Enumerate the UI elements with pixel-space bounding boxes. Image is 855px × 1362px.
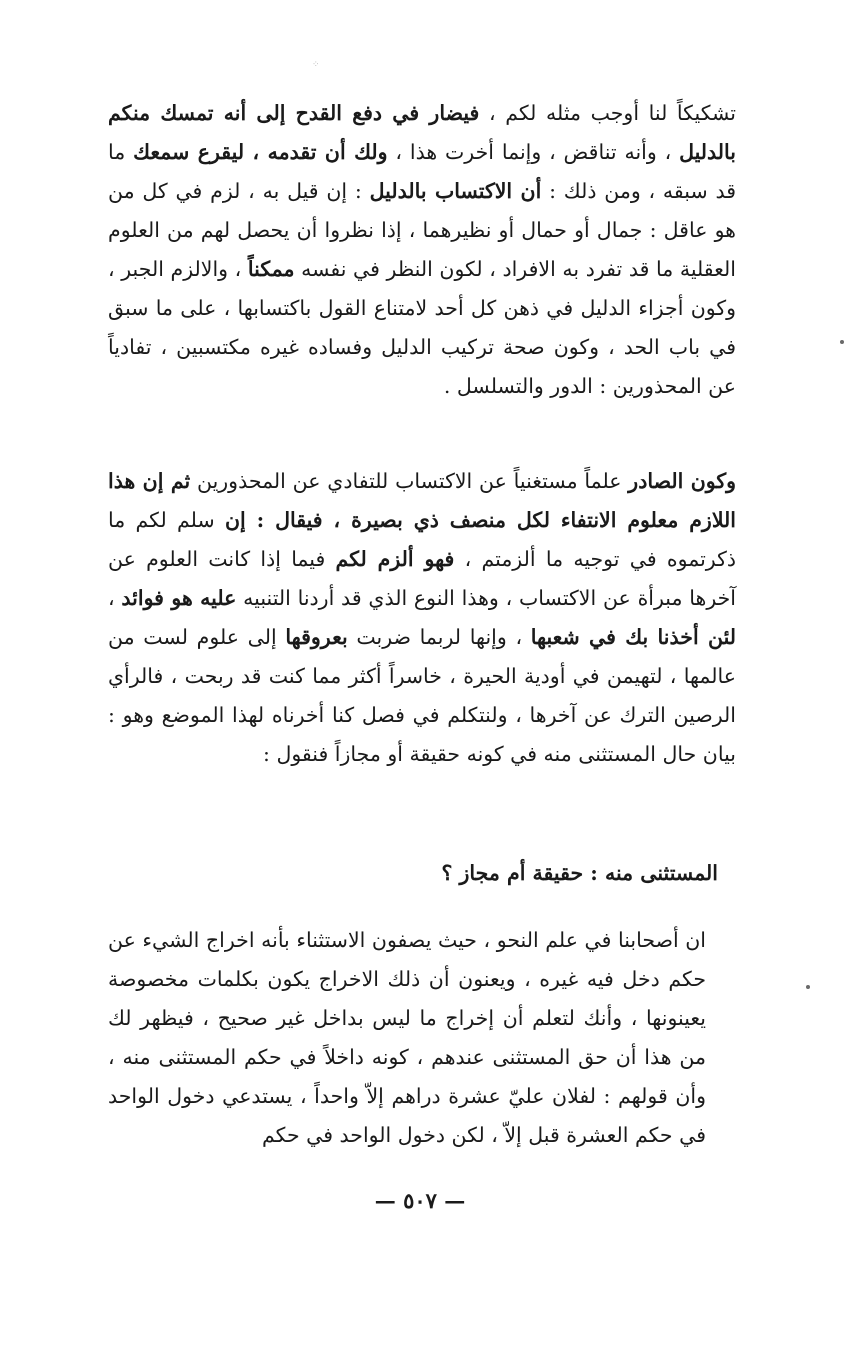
bold-run-8: ممكناً	[247, 257, 295, 281]
run-8: ،	[108, 586, 122, 610]
bold-run-2: فيضار في دفع القدح إلى أنه تمسك منكم بالدليل	[108, 101, 736, 164]
paragraph-1	[108, 94, 736, 406]
bold-run-6: أن الاكتساب بالدليل	[369, 179, 542, 203]
paragraph-2-text	[108, 462, 736, 774]
run-3: ، وأنه تناقض ، وإنما أخرت هذا ،	[387, 140, 680, 164]
run-6: فيما إذا كانت العلوم عن آخرها مبرأة عن الاكتساب ، وهذا النوع الذي قد أردنا التنبيه	[108, 547, 736, 610]
bold-run-5: فهو ألزم لكم	[335, 547, 455, 571]
bold-run-11: بعروقها	[285, 625, 348, 649]
run-4: سلم لكم ما ذكرتموه في توجيه ما ألزمتم ،	[108, 508, 736, 571]
bold-run-4: ولك أن تقدمه ، ليقرع سمعك	[133, 140, 388, 164]
run-1: تشكيكاً لنا أوجب مثله لكم ،	[479, 101, 737, 125]
bold-run-7: عليه هو فوائد	[121, 586, 237, 610]
run-10: ، وإنها لربما ضربت	[347, 625, 531, 649]
run-5: ما قد سبقه ، ومن ذلك :	[108, 140, 736, 203]
run-2: علماً مستغنياً عن الاكتساب للتفادي عن المحذورين	[190, 469, 629, 493]
bold-run-1: وكون الصادر	[628, 469, 737, 493]
run-9: ، والالزم الجبر ، وكون أجزاء الدليل في ذهن كل أحد لامتناع القول باكتسابها ، على ما سبق في باب الحد ، وكون صحة تركيب الدليل وفساده غيره مكتسبين ، تفادياً عن المحذورين : الدور والتسلسل .	[108, 257, 736, 398]
page-number: — ٥٠٧ —	[374, 1188, 466, 1213]
scan-speck: ⁘	[312, 60, 320, 70]
paragraph-1-text	[108, 94, 736, 406]
paragraph-2	[108, 462, 736, 774]
run-7: : إن قيل به ، لزم في كل من هو عاقل : جمال أو حمال أو نظيرهما ، إذا نظروا أن يحصل لهم من العلوم العقلية ما قد تفرد به الافراد ، لكون النظر في نفسه	[108, 179, 736, 281]
paragraph-3-text: ان أصحابنا في علم النحو ، حيث يصفون الاستثناء بأنه اخراج الشيء عن حكم دخل فيه غيره ، ويعنون أن ذلك الاخراج يكون بكلمات مخصوصة يعينونها ، وأنك لتعلم أن إخراج ما ليس بداخل غير صحيح ، فيظهر لك من هذا أن حق المستثنى عندهم ، كونه داخلاً في حكم المستثنى منه ، وأن قولهم : لفلان عليّ عشرة دراهم إلاّ واحداً ، يستدعي دخول الواحد في حكم العشرة قبل إلاّ ، لكن دخول الواحد في حكم	[108, 928, 706, 1147]
margin-dot	[840, 340, 844, 344]
run-12: إلى علوم لست من عالمها ، لتهيمن في أودية الحيرة ، خاسراً أكثر مما كنت قد ربحت ، فالرأي الرصين الترك عن آخرها ، ولنتكلم في فصل كنا أخرناه لهذا الموضع وهو : بيان حال المستثنى منه في كونه حقيقة أو مجازاً فنقول :	[108, 625, 736, 766]
section-heading: المستثنى منه : حقيقة أم مجاز ؟	[441, 861, 718, 885]
paragraph-3	[108, 921, 736, 1155]
margin-dot	[806, 985, 810, 989]
bold-run-3: ثم إن هذا اللازم معلوم الانتفاء لكل منصف ذي بصيرة ، فيقال : إن	[108, 469, 736, 532]
bold-run-9: لئن أخذنا بك في شعبها	[530, 625, 736, 649]
